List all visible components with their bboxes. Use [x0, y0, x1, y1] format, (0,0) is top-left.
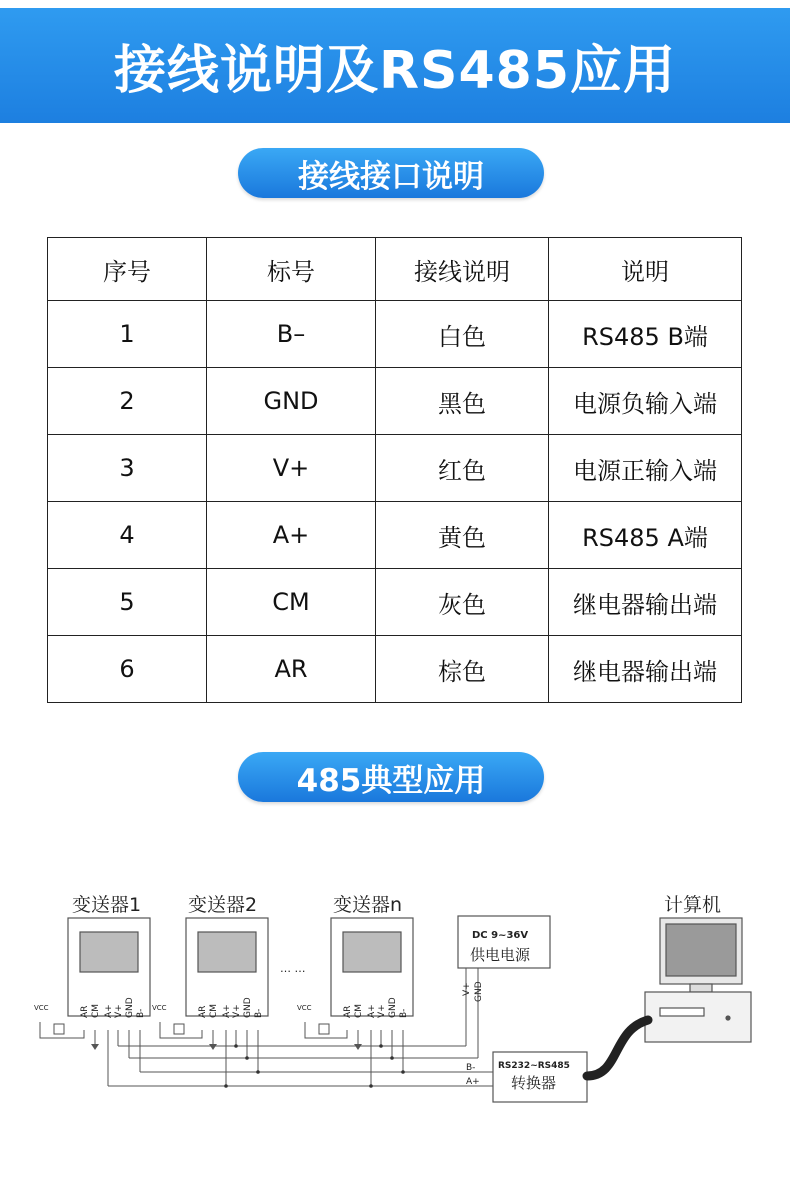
cell-wire: 黄色	[376, 502, 549, 569]
header-index: 序号	[48, 238, 207, 301]
serial-cable	[587, 1020, 648, 1076]
terminal-label: CM	[354, 1003, 364, 1018]
cell-index: 4	[48, 502, 207, 569]
cell-mark: B–	[207, 301, 376, 368]
table-row	[48, 569, 742, 636]
terminal-label: V+	[377, 1004, 387, 1018]
transmitter-1-label: 变送器1	[72, 894, 142, 916]
cell-index: 1	[48, 301, 207, 368]
terminal-label: B-	[254, 1008, 264, 1018]
terminal-label: GND	[125, 997, 135, 1018]
cell-desc: RS485 A端	[549, 502, 742, 569]
cell-mark: V+	[207, 435, 376, 502]
table-row	[48, 435, 742, 502]
header-mark: 标号	[207, 238, 376, 301]
computer-case	[645, 992, 751, 1042]
cell-mark: CM	[207, 569, 376, 636]
transmitter-2-label: 变送器2	[188, 894, 258, 916]
header-desc: 说明	[549, 238, 742, 301]
computer-label: 计算机	[664, 894, 722, 916]
terminal-label: A+	[104, 1004, 114, 1018]
transmitter-n-label: 变送器n	[333, 894, 403, 916]
table-row	[48, 368, 742, 435]
terminal-label: GND	[243, 997, 253, 1018]
cell-wire: 黑色	[376, 368, 549, 435]
vcc-label-n: VCC	[297, 1004, 312, 1012]
cell-mark: AR	[207, 636, 376, 703]
vcc-label-2: VCC	[152, 1004, 167, 1012]
wiring-table	[47, 237, 742, 703]
title-banner	[0, 8, 790, 123]
cell-mark: GND	[207, 368, 376, 435]
cell-wire: 灰色	[376, 569, 549, 636]
cell-wire: 棕色	[376, 636, 549, 703]
terminal-label: A+	[367, 1004, 377, 1018]
page-title: 接线说明及RS485应用	[113, 41, 677, 101]
terminal-label: AR	[198, 1005, 208, 1018]
computer-power-led	[726, 1016, 730, 1020]
terminal-label: B-	[136, 1008, 146, 1018]
bus-junctions	[224, 1044, 405, 1088]
converter-input-a: A+	[466, 1077, 480, 1087]
section-application-pill	[238, 752, 544, 802]
rs485-wiring-diagram	[0, 880, 790, 1120]
terminal-label: V+	[114, 1004, 124, 1018]
cell-desc: RS485 B端	[549, 301, 742, 368]
power-supply-label: 供电电源	[470, 946, 531, 964]
power-terminal-gnd: GND	[474, 981, 484, 1002]
table-row	[48, 301, 742, 368]
ellipsis-label: … …	[280, 962, 306, 975]
terminal-label: CM	[91, 1003, 101, 1018]
power-voltage: DC 9~36V	[472, 930, 529, 941]
terminal-label: AR	[343, 1005, 353, 1018]
cell-wire: 白色	[376, 301, 549, 368]
section-wiring-pill	[238, 148, 544, 198]
computer-stand	[690, 984, 712, 992]
table-header-row	[48, 238, 742, 301]
terminal-label: V+	[232, 1004, 242, 1018]
converter-input-b: B-	[466, 1063, 476, 1073]
cell-index: 6	[48, 636, 207, 703]
computer-drive-slot	[660, 1008, 704, 1016]
terminal-label: A+	[222, 1004, 232, 1018]
cell-desc: 继电器输出端	[549, 636, 742, 703]
cell-wire: 红色	[376, 435, 549, 502]
cell-index: 5	[48, 569, 207, 636]
cell-index: 2	[48, 368, 207, 435]
power-terminal-vplus: V+	[462, 982, 472, 996]
transmitter-n-display	[343, 932, 401, 972]
terminal-label: CM	[209, 1003, 219, 1018]
converter-model: RS232~RS485	[498, 1061, 570, 1071]
cell-desc: 电源负输入端	[549, 368, 742, 435]
cell-index: 3	[48, 435, 207, 502]
table-row	[48, 636, 742, 703]
transmitter-1-display	[80, 932, 138, 972]
transmitter-2-display	[198, 932, 256, 972]
terminal-label: B-	[399, 1008, 409, 1018]
section-wiring-title: 接线接口说明	[298, 158, 484, 195]
terminal-label: GND	[388, 997, 398, 1018]
section-application-title: 485典型应用	[296, 762, 486, 799]
terminal-label: AR	[80, 1005, 90, 1018]
header-wire: 接线说明	[376, 238, 549, 301]
converter-label: 转换器	[511, 1074, 557, 1092]
table-row	[48, 502, 742, 569]
cell-desc: 电源正输入端	[549, 435, 742, 502]
computer-screen	[666, 924, 736, 976]
vcc-label-1: VCC	[34, 1004, 49, 1012]
cell-desc: 继电器输出端	[549, 569, 742, 636]
cell-mark: A+	[207, 502, 376, 569]
